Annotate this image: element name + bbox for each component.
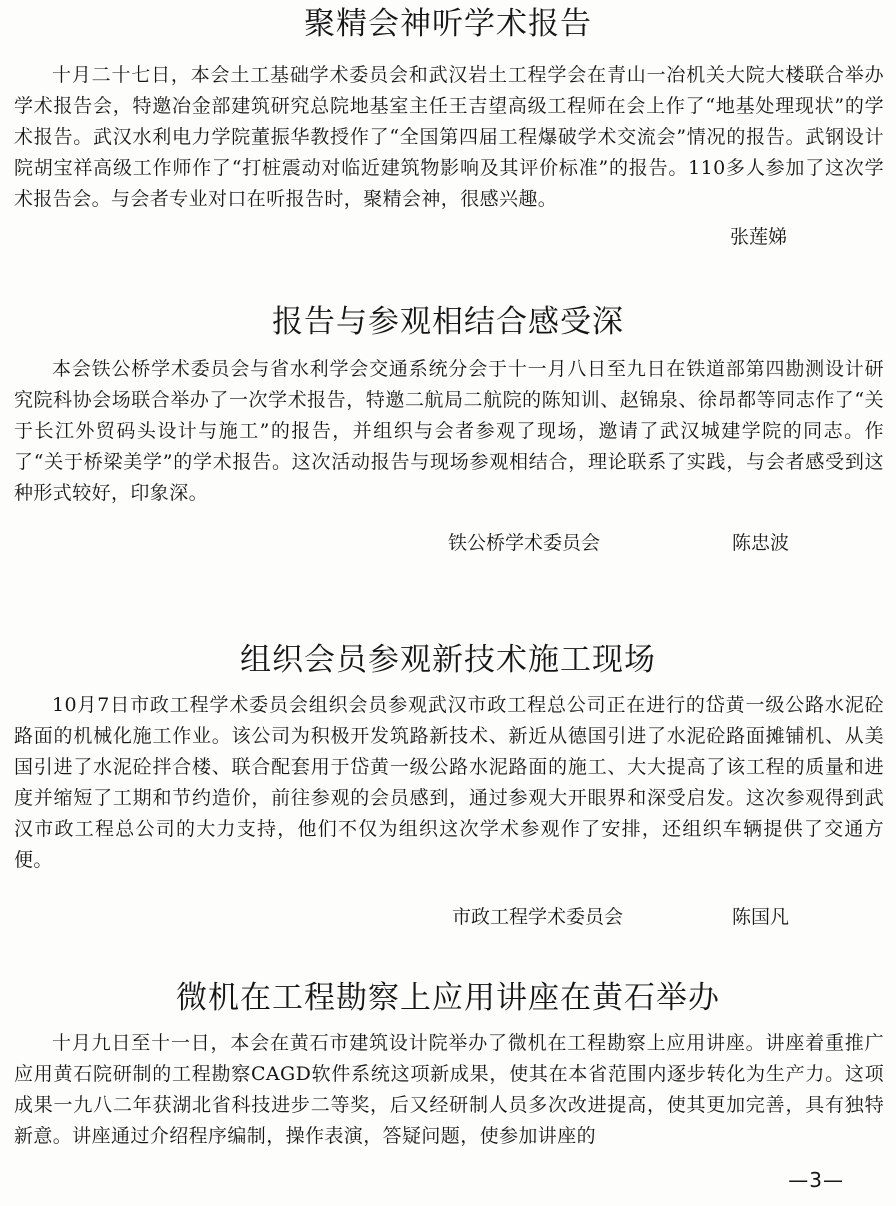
author-signature: 张莲娣 bbox=[730, 226, 788, 248]
article-body: 本会铁公桥学术委员会与省水利学会交通系统分会于十一月八日至九日在铁道部第四勘测设计研究院科协会场联合举办了一次学术报告，特邀二航局二航院的陈知训、赵锦泉、徐昂都等同志作了“关于长江外贸码头设计与施工”的报告，并组织与会者参观了现场，邀请了武汉城建学院的同志。作了“关于桥梁美学”的学术报告。这次活动报告与现场参观相结合，理论联系了实践，与会者感受到这种形式较好，印象深。 bbox=[14, 358, 884, 504]
article-1 bbox=[0, 4, 896, 248]
article-3 bbox=[0, 640, 896, 928]
article-title: 聚精会神听学术报告 bbox=[304, 6, 592, 42]
organization-signature: 市政工程学术委员会 bbox=[452, 906, 624, 928]
article-title: 报告与参观相结合感受深 bbox=[272, 304, 624, 340]
article-body: 十月二十七日，本会土工基础学术委员会和武汉岩土工程学会在青山一冶机关大院大楼联合举办学术报告会，特邀冶金部建筑研究总院地基室主任王吉望高级工程师在会上作了“地基处理现状”的学术报告。武汉水利电力学院董振华教授作了“全国第四届工程爆破学术交流会”情况的报告。武钢设计院胡宝祥高级工作师作了“打桩震动对临近建筑物影响及其评价标准”的报告。110多人参加了这次学术报告会。与会者专业对口在听报告时，聚精会神，很感兴趣。 bbox=[14, 64, 884, 210]
article-body: 10月7日市政工程学术委员会组织会员参观武汉市政工程总公司正在进行的岱黄一级公路水泥砼路面的机械化施工作业。该公司为积极开发筑路新技术、新近从德国引进了水泥砼路面摊铺机、从美国引进了水泥砼拌合楼、联合配套用于岱黄一级公路水泥路面的施工、大大提高了该工程的质量和进度并缩短了工期和节约造价，前往参观的会员感到，通过参观大开眼界和深受启发。这次参观得到武汉市政工程总公司的大力支持，他们不仅为组织这次学术参观作了安排，还组织车辆提供了交通方便。 bbox=[14, 694, 884, 871]
article-title: 组织会员参观新技术施工现场 bbox=[240, 642, 656, 678]
article-2 bbox=[0, 302, 896, 554]
page-number: —3— bbox=[788, 1168, 844, 1192]
article-4 bbox=[0, 978, 896, 1152]
article-body: 十月九日至十一日，本会在黄石市建筑设计院举办了微机在工程勘察上应用讲座。讲座着重推广应用黄石院研制的工程勘察CAGD软件系统这项新成果，使其在本省范围内逐步转化为生产力。这项成果一九八二年获湖北省科技进步二等奖，后又经研制人员多次改进提高，使其更加完善，具有独特新意。讲座通过介绍程序编制，操作表演，答疑问题，使参加讲座的 bbox=[14, 1032, 884, 1147]
author-signature: 陈国凡 bbox=[732, 906, 790, 928]
author-signature: 陈忠波 bbox=[732, 532, 790, 554]
organization-signature: 铁公桥学术委员会 bbox=[448, 532, 601, 554]
article-title: 微机在工程勘察上应用讲座在黄石举办 bbox=[176, 980, 720, 1016]
